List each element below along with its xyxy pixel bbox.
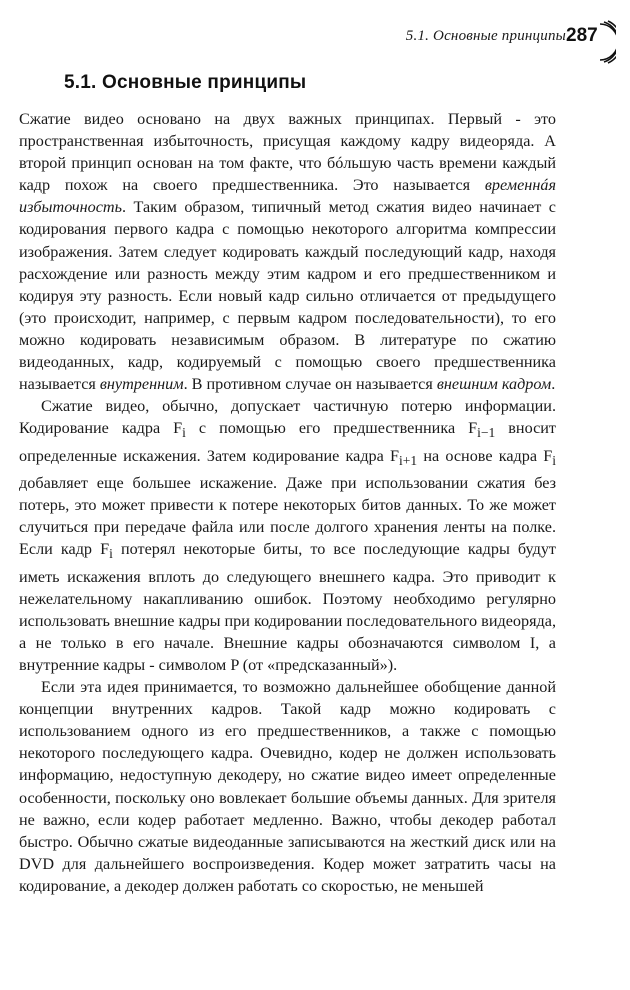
paragraph-2-text-e: добавляет еще большее искажение. Даже при использовании сжатия без потерь, это может привести к потере некоторых битов данных. То же может случиться при передаче файла или после долгого хранения ленты на полке. Если кадр F <box>19 473 556 559</box>
term-inner: внутренним <box>99 375 184 394</box>
page-number: 287 <box>566 25 598 46</box>
section-title: 5.1. Основные принципы <box>64 72 307 93</box>
subscript: i <box>182 425 186 441</box>
page-number-badge <box>564 20 616 64</box>
paragraph-2 <box>19 395 556 676</box>
term-temporal-redundancy: временнáя избыточность <box>19 176 556 217</box>
page-arcs-icon <box>598 20 616 64</box>
subscript: i <box>552 452 556 468</box>
paragraph-2-text-d: на основе кадра F <box>417 446 553 465</box>
paragraph-2-text-f: потерял некоторые биты, то все последующие кадры будут иметь искажения вплоть до следующего внешнего кадра. Это приводит к нежелательному накапливанию ошибок. Поэтому необходимо регулярно использовать внешние кадры при кодировании последовательного видеоряда, а не только в его начале. Внешние кадры обозначаются символом I, а внутренние кадры - символом P (от «предсказанный»). <box>19 540 556 674</box>
paragraph-3: Если эта идея принимается, то возможно дальнейшее обобщение данной концепции внутренних кадров. Такой кадр можно кодировать с использованием одного из его предшественников, а также с помощью некоторого последующего кадра. Очевидно, кодер не должен использовать информацию, недоступную декодеру, но сжатие видео имеет определенные особенности, поскольку оно вовлекает большие объемы данных. Для зрителя не важно, если кодер работает медленно. Важно, чтобы декодер работал быстро. Обычно сжатые видеоданные записываются на жесткий диск или на DVD для дальнейшего воспроизведения. Кодер может затратить часы на кодирование, а декодер должен работать со скоростью, не меньшей <box>19 678 556 895</box>
paragraph-2-text-a: Сжатие видео, обычно, допускает частичную потерю информации. Кодирование кадра F <box>19 397 556 438</box>
paragraph-1-text-a: Сжатие видео основано на двух важных принципах. Первый - это пространственная избыточность, присущая каждому кадру видеоряда. А второй принцип основан на том факте, что бóльшую часть времени каждый кадр похож на своего предшественника. Это называется <box>19 110 556 195</box>
term-outer-frame: внешним кадром <box>436 375 552 394</box>
subscript: i+1 <box>399 452 418 468</box>
subscript: i <box>109 546 113 562</box>
body-text <box>19 108 556 897</box>
paragraph-1-text-d: . <box>551 375 556 394</box>
running-head: 5.1. Основные принципы <box>405 28 566 44</box>
paragraph-1-text-b: . Таким образом, типичный метод сжатия видео начинает с кодирования первого кадра с помощью некоторого алгоритма компрессии изображения. Затем следует кодировать каждый последующий кадр, находя расхождение или разность между этим кадром и его предшественником и кодируя эту разность. Если новый кадр сильно отличается от предыдущего (это происходит, например, с первым кадром последовательности), то его можно кодировать независимым образом. В литературе по сжатию видеоданных, кадр, кодируемый с помощью своего предшественника называется <box>19 198 556 394</box>
paragraph-1-text-c: . В противном случае он называется <box>183 375 437 394</box>
paragraph-2-text-c: вносит определенные искажения. Затем кодирование кадра F <box>19 419 557 465</box>
paragraph-1 <box>19 108 556 395</box>
paragraph-2-text-b: с помощью его предшественника F <box>185 419 478 438</box>
subscript: i−1 <box>477 425 496 441</box>
